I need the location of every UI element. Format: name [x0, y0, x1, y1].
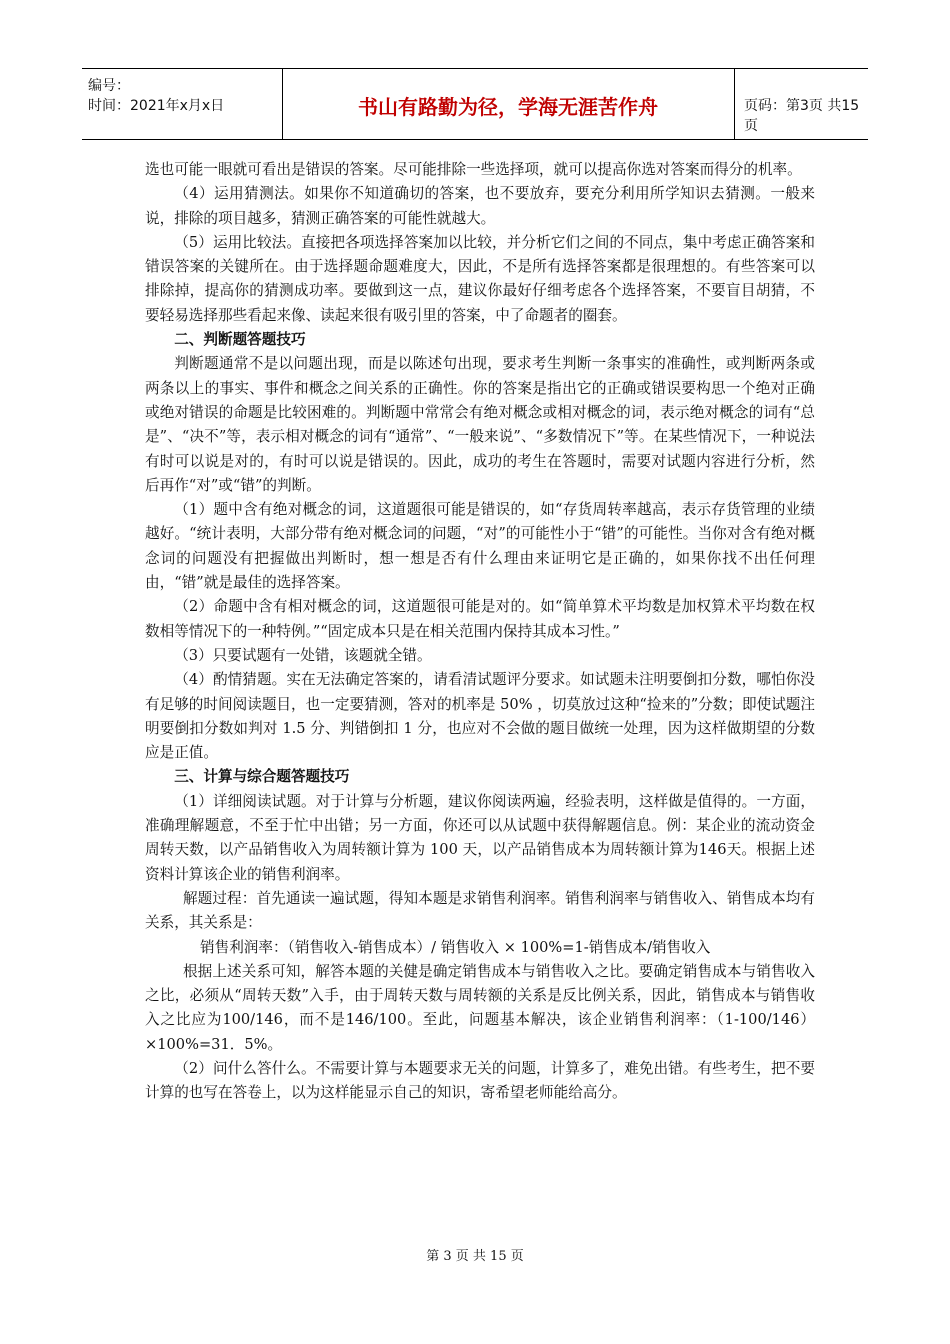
paragraph: （3）只要试题有一处错，该题就全错。	[174, 646, 432, 664]
page-footer: 第 3 页 共 15 页	[426, 1249, 524, 1264]
paragraph: （4）运用猜测法。如果你不知道确切的答案，也不要放弃，要充分利用所学知识去猜测。一般来说，排除的项目越多，猜测正确答案的可能性就越大。	[145, 185, 815, 227]
paragraph: 选也可能一眼就可看出是错误的答案。尽可能排除一些选择项，就可以提高你选对答案而得分的机率。	[145, 161, 802, 178]
section-heading: 三、计算与综合题答题技巧	[174, 768, 350, 786]
paragraph: （1）题中含有绝对概念的词，这道题很可能是错误的，如“存货周转率越高，表示存货管理的业绩越好。“统计表明，大部分带有绝对概念词的问题，“对”的可能性小于“错”的可能性。当你对含有绝对概念词的问题没有把握做出判断时，想一想是否有什么理由来证明它是正确的，如果你找不出任何理由，“错”就是最佳的选择答案。	[145, 501, 815, 592]
paragraph: 根据上述关系可知，解答本题的关健是确定销售成本与销售收入之比。要确定销售成本与销售收入之比，必须从“周转天数”入手，由于周转天数与周转额的关系是反比例关系，因此，销售成本与销售收入之比应为100/146，而不是146/100。至此，问题基本解决，该企业销售利润率：（1-100/146）×100%=31．5%。	[145, 962, 815, 1053]
header-meta-cell	[82, 69, 283, 139]
header-motto: 书山有路勤为径，学海无涯苦作舟	[358, 95, 658, 119]
header-page-cell	[734, 69, 868, 139]
paragraph: （5）运用比较法。直接把各项选择答案加以比较，并分析它们之间的不同点，集中考虑正确答案和错误答案的关键所在。由于选择题命题难度大，因此，不是所有选择答案都是很理想的。有些答案可以排除掉，提高你的猜测成功率。要做到这一点，建议你最好仔细考虑各个选择答案，不要盲目胡猜，不要轻易选择那些看起来像、读起来很有吸引里的答案，中了命题者的圈套。	[145, 233, 815, 324]
paragraph: 解题过程：首先通读一遍试题，得知本题是求销售利润率。销售利润率与销售收入、销售成本均有关系，其关系是：	[145, 889, 815, 932]
paragraph: （1）详细阅读试题。对于计算与分析题，建议你阅读两遍，经验表明，这样做是值得的。一方面，准确理解题意，不至于忙中出错；另一方面，你还可以从试题中获得解题信息。例：某企业的流动资金周转天数，以产品销售收入为周转额计算为 100 天，以产品销售成本为周转额计算为146天。根据上述资料计算该企业的销售利润率。	[145, 792, 815, 883]
doc-code-label: 编号：	[88, 78, 130, 94]
header-motto-cell	[282, 69, 735, 139]
formula-line: 销售利润率：（销售收入-销售成本）/ 销售收入 × 100%=1-销售成本/销售收入	[200, 938, 711, 956]
paragraph: （2）命题中含有相对概念的词，这道题很可能是对的。如“简单算术平均数是加权算术平均数在权数相等情况下的一种特例。”“固定成本只是在相关范围内保持其成本习性。”	[145, 598, 815, 640]
paragraph: （2）问什么答什么。不需要计算与本题要求无关的问题，计算多了，难免出错。有些考生，把不要计算的也写在答卷上，以为这样能显示自己的知识，寄希望老师能给高分。	[145, 1059, 815, 1102]
section-heading: 二、判断题答题技巧	[174, 331, 306, 349]
header-page-code: 页码：第3页 共15页	[744, 98, 860, 134]
doc-date-label: 时间：2021年x月x日	[88, 98, 225, 114]
document-body	[145, 158, 815, 1106]
page-header	[82, 68, 868, 140]
paragraph: 判断题通常不是以问题出现，而是以陈述句出现，要求考生判断一条事实的准确性，或判断两条或两条以上的事实、事件和概念之间关系的正确性。你的答案是指出它的正确或错误要构思一个绝对正确或绝对错误的命题是比较困难的。判断题中常常会有绝对概念或相对概念的词，表示绝对概念的词有“总是”、“决不”等，表示相对概念的词有“通常”、“一般来说”、“多数情况下”等。在某些情况下，一种说法有时可以说是对的，有时可以说是错误的。因此，成功的考生在答题时，需要对试题内容进行分析，然后再作“对”或“错”的判断。	[145, 355, 815, 494]
paragraph: （4）酌情猜题。实在无法确定答案的，请看清试题评分要求。如试题未注明要倒扣分数，哪怕你没有足够的时间阅读题目，也一定要猜测，答对的机率是 50% ，切莫放过这种“捡来的”分数；即使试题注明要倒扣分数如判对 1.5 分、判错倒扣 1 分，也应对不会做的题目做统一处理，因为这样做期望的分数应是正值。	[145, 671, 815, 762]
